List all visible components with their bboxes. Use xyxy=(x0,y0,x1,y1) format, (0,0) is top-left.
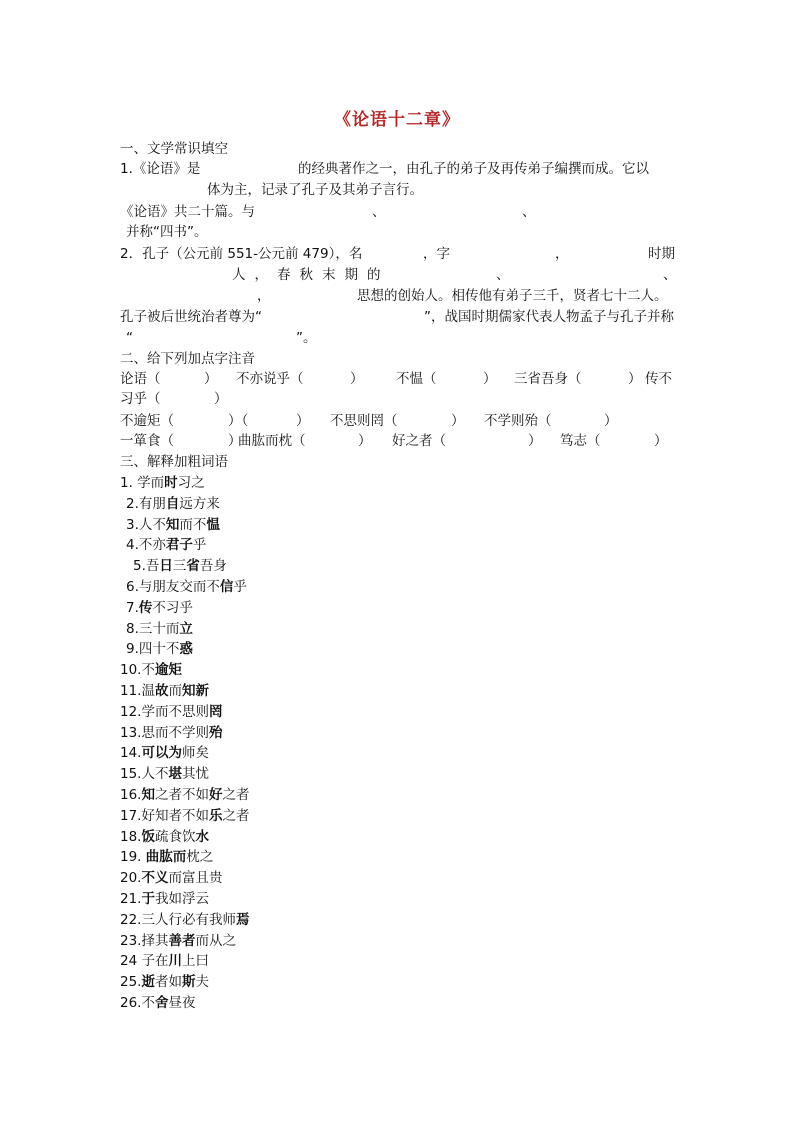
vocab-text: 之者 xyxy=(222,787,250,803)
pinyin-item-4: 三省吾身（ xyxy=(514,371,582,387)
vocab-item xyxy=(120,474,205,492)
vocab-item xyxy=(120,661,182,679)
vocab-bold-word: 知 xyxy=(141,787,155,803)
vocab-bold-word: 饭 xyxy=(141,828,155,845)
pinyin-item-8: 不思则罔（ xyxy=(330,413,398,429)
pinyin-close-11: ） xyxy=(358,433,372,449)
vocab-item-number: 7. xyxy=(126,599,139,616)
vocab-item-number: 9. xyxy=(126,641,139,658)
vocab-text: 有朋 xyxy=(138,495,166,512)
vocab-bold-word: 川 xyxy=(168,953,182,970)
vocab-bold-word: 知新 xyxy=(181,683,209,699)
vocab-text: 三十而 xyxy=(138,620,180,637)
pinyin-item-5: 传不 xyxy=(645,371,672,387)
vocab-text: 其忧 xyxy=(181,766,209,783)
vocab-item xyxy=(126,599,193,617)
vocab-text: 三人行必有我师 xyxy=(141,911,236,928)
vocab-text: 四十不 xyxy=(138,641,180,658)
vocab-item xyxy=(120,911,249,929)
vocab-item-number: 26. xyxy=(120,995,142,1011)
vocab-bold-word: 可以为 xyxy=(141,745,182,762)
vocab-item-number: 24 xyxy=(120,953,142,970)
vocab-text: 而富且贵 xyxy=(168,870,223,887)
q1-text-c: 体为主，记录了孔子及其弟子言行。 xyxy=(207,182,423,198)
q1-text-a: 1.《论语》是 xyxy=(120,161,201,177)
vocab-bold-word: 好 xyxy=(208,787,223,803)
q2-text-c: 思想的创始人。相传他有弟子三千，贤者七十二人。 xyxy=(357,288,668,304)
vocab-item-number: 25. xyxy=(120,974,142,991)
vocab-item xyxy=(120,828,209,846)
vocab-item xyxy=(126,578,247,596)
q2-text-g: ”。 xyxy=(296,330,317,346)
vocab-bold-word: 善者 xyxy=(168,932,196,949)
pinyin-close-2: ） xyxy=(350,371,364,387)
pinyin-close-1: ） xyxy=(204,371,218,387)
vocab-text: 好知者不如 xyxy=(141,807,209,824)
vocab-bold-word: 焉 xyxy=(235,911,250,928)
pinyin-close-13: ） xyxy=(654,433,668,449)
vocab-item xyxy=(120,994,195,1012)
vocab-text: 思而不学则 xyxy=(141,724,209,741)
vocab-bold-word: 自 xyxy=(165,495,180,512)
vocab-item-number: 6. xyxy=(126,579,139,595)
q1-text-e: 并称“四书”。 xyxy=(126,224,208,240)
vocab-item-number: 14. xyxy=(120,745,142,762)
vocab-item-number: 5. xyxy=(133,558,146,575)
q2-period: 时期 xyxy=(648,246,675,262)
vocab-item xyxy=(126,516,220,534)
q1-sep-2: 、 xyxy=(522,204,536,220)
q2-text-d: 孔子被后世统治者尊为“ xyxy=(120,309,262,325)
pinyin-close-7: ） xyxy=(296,413,310,429)
vocab-text: 之者 xyxy=(222,807,250,824)
vocab-bold-word: 省 xyxy=(186,558,200,575)
vocab-item-number: 2. xyxy=(126,495,139,512)
vocab-item xyxy=(120,807,249,825)
q2-name: 2．孔子（公元前 551-公元前 479），名 xyxy=(120,246,363,262)
vocab-item-number: 4. xyxy=(126,537,139,554)
vocab-text: 而不 xyxy=(179,516,207,533)
vocab-bold-word: 水 xyxy=(195,828,209,845)
vocab-text: 学而不思则 xyxy=(141,703,209,720)
vocab-bold-word: 不义 xyxy=(141,870,169,887)
vocab-text: 远方来 xyxy=(179,495,220,512)
vocab-bold-word: 殆 xyxy=(208,724,223,741)
vocab-item-number: 18. xyxy=(120,828,142,845)
q2-sep-2: 、 xyxy=(663,267,677,283)
section1-heading: 一、文学常识填空 xyxy=(120,141,228,157)
vocab-text: 我如浮云 xyxy=(154,891,209,907)
vocab-item xyxy=(120,682,209,700)
vocab-bold-word: 立 xyxy=(179,620,193,637)
vocab-item xyxy=(126,620,193,638)
vocab-bold-word: 传 xyxy=(138,599,153,616)
vocab-item xyxy=(126,495,220,513)
vocab-text: 习之 xyxy=(177,475,205,491)
pinyin-close-3: ） xyxy=(483,371,497,387)
vocab-item xyxy=(120,765,209,783)
vocab-text: 学而 xyxy=(137,475,165,491)
vocab-bold-word: 罔 xyxy=(208,703,223,720)
vocab-item-number: 21. xyxy=(120,891,142,907)
vocab-bold-word: 乐 xyxy=(208,807,223,824)
vocab-text: 人不 xyxy=(141,766,169,783)
pinyin-close-5: ） xyxy=(214,391,228,407)
vocab-item xyxy=(126,640,193,658)
vocab-item xyxy=(120,786,249,804)
pinyin-item-6: 不逾矩（ xyxy=(120,413,174,429)
vocab-item xyxy=(120,952,209,970)
vocab-item-number: 19. xyxy=(120,849,146,866)
vocab-item xyxy=(120,973,209,991)
q2-text-b: 人，春秋末期的 xyxy=(232,267,390,283)
vocab-text: 者如 xyxy=(154,974,182,991)
vocab-item xyxy=(120,932,236,950)
vocab-item-number: 15. xyxy=(120,766,142,783)
vocab-text: 之者不如 xyxy=(154,787,209,803)
vocab-text: 而 xyxy=(168,683,182,699)
vocab-bold-word: 日 xyxy=(159,558,173,575)
vocab-item-number: 1. xyxy=(120,475,138,491)
vocab-text: 三 xyxy=(172,558,187,575)
pinyin-close-6: ）（ xyxy=(228,413,249,429)
vocab-item-number: 20. xyxy=(120,870,142,887)
pinyin-close-12: ） xyxy=(528,433,542,449)
vocab-text: 乎 xyxy=(192,537,207,554)
q2-comma-2: ， xyxy=(555,246,569,262)
vocab-bold-word: 愠 xyxy=(206,516,220,533)
vocab-item-number: 3. xyxy=(126,516,139,533)
vocab-bold-word: 曲肱而 xyxy=(145,849,187,866)
pinyin-item-1: 论语（ xyxy=(120,371,161,387)
vocab-bold-word: 时 xyxy=(164,475,178,491)
pinyin-item-9: 不学则殆（ xyxy=(484,413,552,429)
vocab-text: 不 xyxy=(141,995,155,1011)
vocab-text: 夫 xyxy=(195,974,209,991)
vocab-item-number: 22. xyxy=(120,911,142,928)
vocab-bold-word: 故 xyxy=(154,683,169,699)
pinyin-close-8: ） xyxy=(451,413,465,429)
vocab-text: 与朋友交而不 xyxy=(138,579,220,595)
vocab-item xyxy=(120,744,209,762)
vocab-bold-word: 于 xyxy=(141,891,155,907)
vocab-text: 吾 xyxy=(145,558,160,575)
vocab-text: 昼夜 xyxy=(168,995,196,1011)
vocab-item-number: 17. xyxy=(120,807,142,824)
vocab-item xyxy=(126,536,206,554)
vocab-item xyxy=(120,848,213,866)
vocab-bold-word: 君子 xyxy=(165,537,193,554)
pinyin-close-9: ） xyxy=(604,413,618,429)
q1-text-b: 的经典著作之一，由孔子的弟子及再传弟子编撰而成。它以 xyxy=(298,161,649,177)
vocab-item xyxy=(120,869,222,887)
vocab-item-number: 8. xyxy=(126,620,139,637)
pinyin-item-10: 一箪食（ xyxy=(120,433,174,449)
vocab-item xyxy=(120,724,222,742)
vocab-item xyxy=(120,890,209,908)
vocab-item-number: 10. xyxy=(120,662,142,679)
vocab-text: 不习乎 xyxy=(152,599,193,616)
q2-text-f: “ xyxy=(126,330,133,346)
vocab-item-number: 23. xyxy=(120,932,142,949)
vocab-text: 不 xyxy=(141,662,155,679)
pinyin-item-11: 曲肱而枕（ xyxy=(238,433,306,449)
section3-heading: 三、解释加粗词语 xyxy=(120,454,228,470)
vocab-item-number: 12. xyxy=(120,703,142,720)
section2-heading: 二、给下列加点字注音 xyxy=(120,351,255,367)
pinyin-close-10: ） xyxy=(228,433,242,449)
pinyin-item-5-cont: 习乎（ xyxy=(120,391,161,407)
pinyin-item-3: 不愠（ xyxy=(396,371,437,387)
vocab-text: 师矣 xyxy=(181,745,209,762)
vocab-text: 疏食饮 xyxy=(154,828,196,845)
vocab-item-number: 11. xyxy=(120,683,142,699)
vocab-bold-word: 堪 xyxy=(168,766,182,783)
q2-comma: ，字 xyxy=(423,246,450,262)
pinyin-item-12: 好之者（ xyxy=(392,433,446,449)
q1-sep-1: 、 xyxy=(372,204,386,220)
q1-text-d: 《论语》共二十篇。与 xyxy=(120,204,255,220)
pinyin-close-4: ） xyxy=(628,371,642,387)
vocab-bold-word: 惑 xyxy=(179,641,193,658)
q2-comma-3: ， xyxy=(257,288,271,304)
vocab-bold-word: 舍 xyxy=(154,995,169,1011)
vocab-bold-word: 信 xyxy=(219,579,234,595)
q2-text-e: ”，战国时期儒家代表人物孟子与孔子并称 xyxy=(424,309,674,325)
vocab-item xyxy=(133,557,227,575)
vocab-text: 上曰 xyxy=(181,953,209,970)
q2-sep-1: 、 xyxy=(496,267,510,283)
vocab-text: 乎 xyxy=(233,579,247,595)
pinyin-item-13: 笃志（ xyxy=(560,433,601,449)
vocab-text: 枕之 xyxy=(186,849,214,866)
vocab-item xyxy=(120,703,222,721)
vocab-text: 子在 xyxy=(141,953,169,970)
vocab-text: 而从之 xyxy=(195,932,236,949)
vocab-bold-word: 知 xyxy=(165,516,180,533)
vocab-bold-word: 逾矩 xyxy=(154,662,182,679)
vocab-bold-word: 斯 xyxy=(181,974,196,991)
vocab-bold-word: 逝 xyxy=(141,974,155,991)
vocab-text: 温 xyxy=(141,683,155,699)
vocab-text: 吾身 xyxy=(199,558,227,575)
vocab-text: 不亦 xyxy=(138,537,166,554)
vocab-item-number: 13. xyxy=(120,724,142,741)
vocab-item-number: 16. xyxy=(120,787,142,803)
pinyin-item-2: 不亦说乎（ xyxy=(236,371,304,387)
vocab-text: 人不 xyxy=(138,516,166,533)
vocab-text: 择其 xyxy=(141,932,169,949)
page-title: 《论语十二章》 xyxy=(334,110,460,130)
